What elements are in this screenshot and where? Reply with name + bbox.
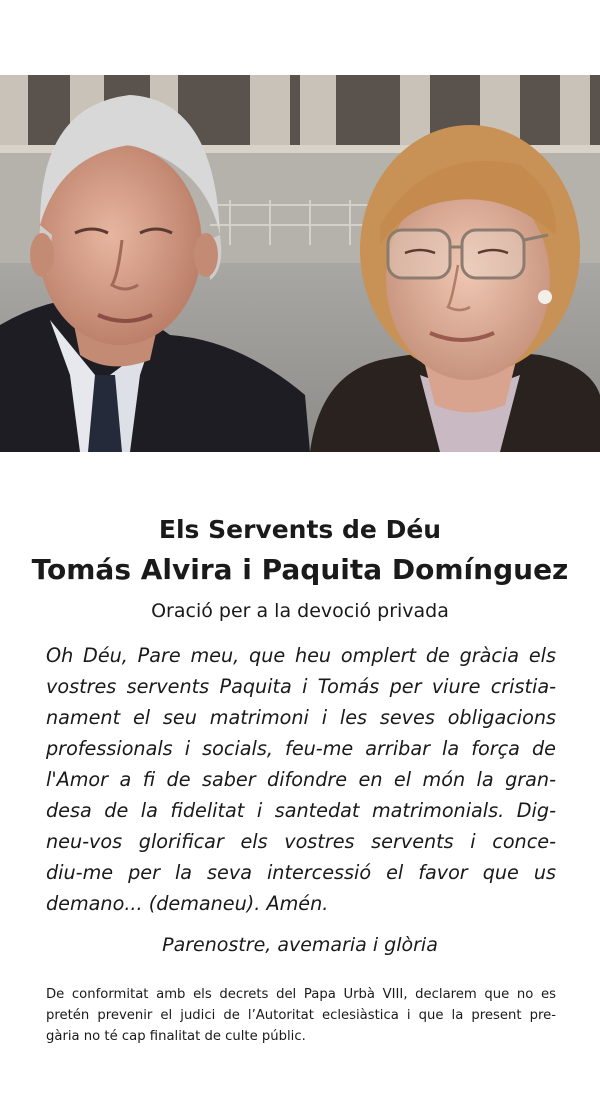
disclaimer-line: pretén prevenir el judici de l’Autoritat eclesiàstica i que la present pre-: [46, 1008, 556, 1023]
prayer-line: vostres servents Paquita i Tomás per viure cristia-: [46, 675, 556, 698]
disclaimer-line: De conformitat amb els decrets del Papa Urbà VIII, declarem que no es: [46, 987, 556, 1002]
title-line-2: Tomás Alvira i Paquita Domínguez: [31, 553, 569, 586]
disclaimer-line: gària no té cap finalitat de culte públic.: [46, 1029, 306, 1044]
title-line-1: Els Servents de Déu: [158, 515, 442, 544]
disclaimer: [46, 984, 556, 1047]
prayer-line: desa de la fidelitat i santedat matrimonials. Dig-: [46, 799, 556, 822]
prayer-text: [46, 640, 556, 919]
prayer-line: l'Amor a fi de saber difondre en el món la gran-: [46, 768, 556, 791]
subtitle: Oració per a la devoció privada: [151, 600, 449, 622]
prayer-line: neu-vos glorificar els vostres servents i conce-: [46, 830, 556, 853]
prayer-line: professionals i socials, feu-me arribar la força de: [46, 737, 556, 760]
prayer-line: demano... (demaneu). Amén.: [46, 892, 329, 915]
prayer-line: nament el seu matrimoni i les seves obligacions: [46, 706, 556, 729]
portrait-illustration: [0, 75, 600, 452]
prayer-line: diu-me per la seva intercessió el favor que us: [46, 861, 556, 884]
portrait-photo: [0, 75, 600, 452]
prayer-line: Oh Déu, Pare meu, que heu omplert de gràcia els: [46, 644, 556, 667]
closing-line: Parenostre, avemaria i glòria: [162, 934, 438, 956]
